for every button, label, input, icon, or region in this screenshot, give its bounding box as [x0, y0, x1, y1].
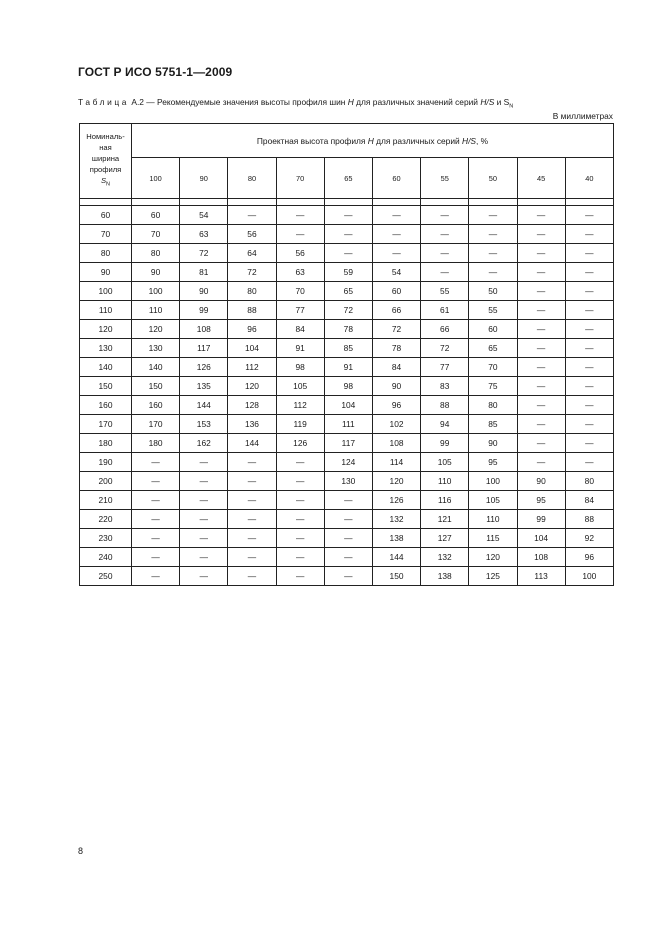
table-cell: 59	[324, 263, 372, 282]
table-cell: 55	[469, 301, 517, 320]
table-cell: 100	[469, 472, 517, 491]
table-cell: 90	[372, 377, 420, 396]
table-cell: —	[132, 529, 180, 548]
table-cell: —	[517, 377, 565, 396]
table-cell: 162	[180, 434, 228, 453]
table-cell: —	[324, 206, 372, 225]
table-cell: —	[372, 244, 420, 263]
nominal-width-cell: 80	[80, 244, 132, 263]
table-cell: —	[565, 263, 613, 282]
table-cell: 72	[372, 320, 420, 339]
table-cell: 64	[228, 244, 276, 263]
table-cell: 132	[372, 510, 420, 529]
table-cell: 95	[517, 491, 565, 510]
table-cell: —	[421, 244, 469, 263]
table-row	[80, 339, 614, 358]
table-cell: 60	[469, 320, 517, 339]
table-row	[80, 263, 614, 282]
table-cell: 84	[565, 491, 613, 510]
table-cell: 88	[228, 301, 276, 320]
table-cell: 127	[421, 529, 469, 548]
table-cell: 66	[421, 320, 469, 339]
table-cell: 117	[324, 434, 372, 453]
table-cell: —	[324, 491, 372, 510]
table-cell: 104	[228, 339, 276, 358]
table-cell: 85	[469, 415, 517, 434]
table-cell: 138	[372, 529, 420, 548]
table-cell: —	[565, 206, 613, 225]
series-header: 45	[517, 158, 565, 199]
table-cell: 90	[132, 263, 180, 282]
table-cell: —	[421, 206, 469, 225]
table-cell: 56	[228, 225, 276, 244]
table-cell: —	[276, 567, 324, 586]
table-cell: 95	[469, 453, 517, 472]
table-cell: —	[276, 548, 324, 567]
table-row	[80, 548, 614, 567]
caption-text-2: для различных значений серий	[356, 97, 478, 107]
table-cell: 153	[180, 415, 228, 434]
table-cell: 61	[421, 301, 469, 320]
table-cell: 99	[517, 510, 565, 529]
table-cell: —	[517, 358, 565, 377]
series-header: 100	[132, 158, 180, 199]
table-row	[80, 358, 614, 377]
table-row	[80, 453, 614, 472]
series-header: 65	[324, 158, 372, 199]
table-cell: 130	[132, 339, 180, 358]
table-cell: —	[180, 529, 228, 548]
table-cell: —	[469, 244, 517, 263]
nominal-width-cell: 160	[80, 396, 132, 415]
table-cell: 138	[421, 567, 469, 586]
tire-profile-height-table	[79, 123, 614, 586]
nominal-width-cell: 230	[80, 529, 132, 548]
table-cell: —	[372, 225, 420, 244]
document-header: ГОСТ Р ИСО 5751-1—2009	[78, 65, 233, 79]
table-row	[80, 320, 614, 339]
table-cell: —	[517, 206, 565, 225]
table-row	[80, 301, 614, 320]
table-cell: 98	[276, 358, 324, 377]
table-cell: —	[132, 453, 180, 472]
table-cell: —	[132, 567, 180, 586]
caption-text-3: и	[496, 97, 502, 107]
table-cell: 81	[180, 263, 228, 282]
table-cell: —	[517, 339, 565, 358]
table-cell: —	[180, 472, 228, 491]
table-cell: —	[517, 415, 565, 434]
nominal-width-header-line: ширина	[91, 154, 120, 164]
table-cell: —	[517, 434, 565, 453]
series-header: 70	[276, 158, 324, 199]
table-cell: —	[565, 434, 613, 453]
nominal-width-cell: 100	[80, 282, 132, 301]
table-cell: —	[517, 244, 565, 263]
table-cell: 75	[469, 377, 517, 396]
table-cell: —	[324, 548, 372, 567]
table-cell: 117	[180, 339, 228, 358]
table-cell: 96	[565, 548, 613, 567]
table-cell: 72	[228, 263, 276, 282]
table-cell: 121	[421, 510, 469, 529]
table-row	[80, 377, 614, 396]
table-cell: —	[180, 510, 228, 529]
nominal-width-cell: 210	[80, 491, 132, 510]
table-cell: —	[132, 472, 180, 491]
table-cell: —	[565, 339, 613, 358]
caption-sn-symbol: $S_N$	[503, 97, 514, 110]
table-cell: 144	[180, 396, 228, 415]
nominal-width-cell: 180	[80, 434, 132, 453]
table-cell: —	[517, 282, 565, 301]
table-cell: —	[565, 225, 613, 244]
table-cell: —	[228, 491, 276, 510]
series-header: 50	[469, 158, 517, 199]
table-cell: 135	[180, 377, 228, 396]
table-cell: —	[228, 206, 276, 225]
table-cell: —	[132, 510, 180, 529]
table-cell: 160	[132, 396, 180, 415]
series-header: 60	[372, 158, 420, 199]
nominal-width-cell: 240	[80, 548, 132, 567]
table-cell: 84	[276, 320, 324, 339]
table-cell: 108	[180, 320, 228, 339]
table-cell: 120	[228, 377, 276, 396]
table-row	[80, 472, 614, 491]
table-row	[80, 567, 614, 586]
table-row	[80, 396, 614, 415]
table-cell: —	[421, 263, 469, 282]
table-cell: 116	[421, 491, 469, 510]
table-cell: 120	[372, 472, 420, 491]
table-cell: 105	[276, 377, 324, 396]
table-cell: 91	[324, 358, 372, 377]
table-cell: 63	[276, 263, 324, 282]
table-cell: 85	[324, 339, 372, 358]
table-cell: 60	[132, 206, 180, 225]
nominal-width-cell: 250	[80, 567, 132, 586]
nominal-width-cell: 170	[80, 415, 132, 434]
table-cell: 56	[276, 244, 324, 263]
table-cell: 180	[132, 434, 180, 453]
design-height-header: Проектная высота профиля H для различных серий H/S, %	[132, 124, 614, 158]
table-cell: 114	[372, 453, 420, 472]
table-cell: —	[228, 472, 276, 491]
table-cell: —	[324, 510, 372, 529]
table-cell: 70	[469, 358, 517, 377]
table-cell: 80	[228, 282, 276, 301]
table-cell: —	[276, 491, 324, 510]
table-cell: —	[565, 320, 613, 339]
table-cell: —	[565, 301, 613, 320]
table-cell: 104	[324, 396, 372, 415]
table-row	[80, 434, 614, 453]
table-cell: 60	[372, 282, 420, 301]
nominal-width-header-line: ная	[99, 143, 112, 153]
table-cell: 66	[372, 301, 420, 320]
series-header: 55	[421, 158, 469, 199]
table-cell: —	[276, 529, 324, 548]
table-cell: 90	[469, 434, 517, 453]
series-header: 40	[565, 158, 613, 199]
nominal-width-cell: 110	[80, 301, 132, 320]
nominal-width-cell: 150	[80, 377, 132, 396]
table-cell: 65	[469, 339, 517, 358]
table-cell: —	[517, 396, 565, 415]
table-cell: 170	[132, 415, 180, 434]
table-cell: —	[180, 491, 228, 510]
table-cell: 96	[372, 396, 420, 415]
table-cell: —	[469, 206, 517, 225]
table-cell: —	[565, 358, 613, 377]
table-cell: —	[228, 529, 276, 548]
table-cell: 55	[421, 282, 469, 301]
table-cell: 70	[132, 225, 180, 244]
table-cell: —	[324, 567, 372, 586]
table-cell: —	[324, 225, 372, 244]
table-cell: 83	[421, 377, 469, 396]
table-cell: 99	[180, 301, 228, 320]
caption-label: Таблица	[78, 97, 130, 107]
series-header: 90	[180, 158, 228, 199]
table-cell: 92	[565, 529, 613, 548]
table-cell: 102	[372, 415, 420, 434]
table-cell: 72	[180, 244, 228, 263]
table-cell: 104	[517, 529, 565, 548]
table-cell: 115	[469, 529, 517, 548]
table-cell: —	[180, 453, 228, 472]
table-row	[80, 244, 614, 263]
table-cell: 100	[132, 282, 180, 301]
nominal-width-cell: 200	[80, 472, 132, 491]
table-cell: 96	[228, 320, 276, 339]
table-row	[80, 529, 614, 548]
nominal-width-symbol: $S_N$	[100, 176, 111, 188]
nominal-width-cell: 90	[80, 263, 132, 282]
table-cell: 54	[180, 206, 228, 225]
table-cell: —	[517, 301, 565, 320]
table-cell: 150	[372, 567, 420, 586]
table-cell: 80	[565, 472, 613, 491]
table-cell: 77	[421, 358, 469, 377]
table-cell: —	[324, 529, 372, 548]
table-cell: —	[517, 320, 565, 339]
table-cell: 144	[372, 548, 420, 567]
table-cell: 136	[228, 415, 276, 434]
table-cell: 98	[324, 377, 372, 396]
table-cell: —	[372, 206, 420, 225]
table-cell: 120	[469, 548, 517, 567]
table-cell: 105	[421, 453, 469, 472]
nominal-width-cell: 130	[80, 339, 132, 358]
table-cell: —	[421, 225, 469, 244]
table-cell: 110	[469, 510, 517, 529]
table-cell: 110	[132, 301, 180, 320]
nominal-width-header-line: Номиналь-	[86, 132, 125, 142]
table-cell: 144	[228, 434, 276, 453]
table-cell: 99	[421, 434, 469, 453]
table-cell: 91	[276, 339, 324, 358]
table-cell: 80	[132, 244, 180, 263]
table-row	[80, 491, 614, 510]
page-number: 8	[78, 846, 84, 856]
nominal-width-header	[80, 124, 132, 199]
caption-text-1: Рекомендуемые значения высоты профиля шин	[156, 97, 346, 107]
table-cell: 112	[276, 396, 324, 415]
table-cell: 77	[276, 301, 324, 320]
table-cell: 119	[276, 415, 324, 434]
table-cell: —	[565, 377, 613, 396]
table-row	[80, 415, 614, 434]
table-cell: 78	[372, 339, 420, 358]
nominal-width-cell: 220	[80, 510, 132, 529]
table-cell: —	[565, 396, 613, 415]
table-cell: 124	[324, 453, 372, 472]
table-cell: —	[565, 244, 613, 263]
table-cell: 110	[421, 472, 469, 491]
table-cell: —	[517, 453, 565, 472]
table-cell: —	[469, 263, 517, 282]
table-cell: 88	[421, 396, 469, 415]
table-cell: 132	[421, 548, 469, 567]
table-cell: 63	[180, 225, 228, 244]
table-cell: 80	[469, 396, 517, 415]
table-cell: —	[276, 225, 324, 244]
caption-number: А.2 —	[131, 97, 155, 107]
table-cell: —	[565, 453, 613, 472]
table-cell: 84	[372, 358, 420, 377]
table-row	[80, 282, 614, 301]
table-cell: 126	[180, 358, 228, 377]
table-cell: 94	[421, 415, 469, 434]
nominal-width-cell: 120	[80, 320, 132, 339]
table-cell: 111	[324, 415, 372, 434]
table-cell: 113	[517, 567, 565, 586]
table-cell: 72	[324, 301, 372, 320]
table-cell: —	[228, 510, 276, 529]
table-cell: 100	[565, 567, 613, 586]
table-cell: —	[324, 244, 372, 263]
table-cell: 54	[372, 263, 420, 282]
table-cell: 70	[276, 282, 324, 301]
nominal-width-cell: 140	[80, 358, 132, 377]
table-cell: —	[565, 415, 613, 434]
table-row	[80, 206, 614, 225]
table-cell: 125	[469, 567, 517, 586]
table-cell: 108	[372, 434, 420, 453]
table-cell: 150	[132, 377, 180, 396]
table-cell: 72	[421, 339, 469, 358]
nominal-width-cell: 190	[80, 453, 132, 472]
table-cell: 50	[469, 282, 517, 301]
table-cell: —	[276, 510, 324, 529]
table-row	[80, 225, 614, 244]
table-cell: —	[228, 453, 276, 472]
table-cell: 126	[372, 491, 420, 510]
table-cell: 130	[324, 472, 372, 491]
table-cell: 128	[228, 396, 276, 415]
series-header: 80	[228, 158, 276, 199]
table-cell: —	[132, 491, 180, 510]
table-cell: 112	[228, 358, 276, 377]
table-cell: —	[565, 282, 613, 301]
table-cell: —	[180, 548, 228, 567]
table-cell: 105	[469, 491, 517, 510]
caption-hs-symbol: H/S	[480, 97, 495, 107]
table-row	[80, 510, 614, 529]
table-cell: 126	[276, 434, 324, 453]
nominal-width-cell: 60	[80, 206, 132, 225]
table-cell: 78	[324, 320, 372, 339]
table-cell: 65	[324, 282, 372, 301]
table-caption	[78, 97, 614, 110]
table-cell: —	[517, 225, 565, 244]
nominal-width-cell: 70	[80, 225, 132, 244]
table-cell: —	[276, 206, 324, 225]
table-cell: 90	[180, 282, 228, 301]
table-cell: 140	[132, 358, 180, 377]
table-cell: 108	[517, 548, 565, 567]
table-cell: 120	[132, 320, 180, 339]
table-cell: —	[276, 453, 324, 472]
table-cell: 90	[517, 472, 565, 491]
table-cell: —	[228, 567, 276, 586]
nominal-width-header-line: профиля	[89, 165, 122, 175]
table-cell: —	[180, 567, 228, 586]
table-cell: —	[132, 548, 180, 567]
table-cell: —	[228, 548, 276, 567]
caption-h-symbol: H	[347, 97, 354, 107]
table-cell: —	[469, 225, 517, 244]
units-note: В миллиметрах	[552, 111, 613, 121]
table-cell: —	[276, 472, 324, 491]
table-cell: —	[517, 263, 565, 282]
table-cell: 88	[565, 510, 613, 529]
